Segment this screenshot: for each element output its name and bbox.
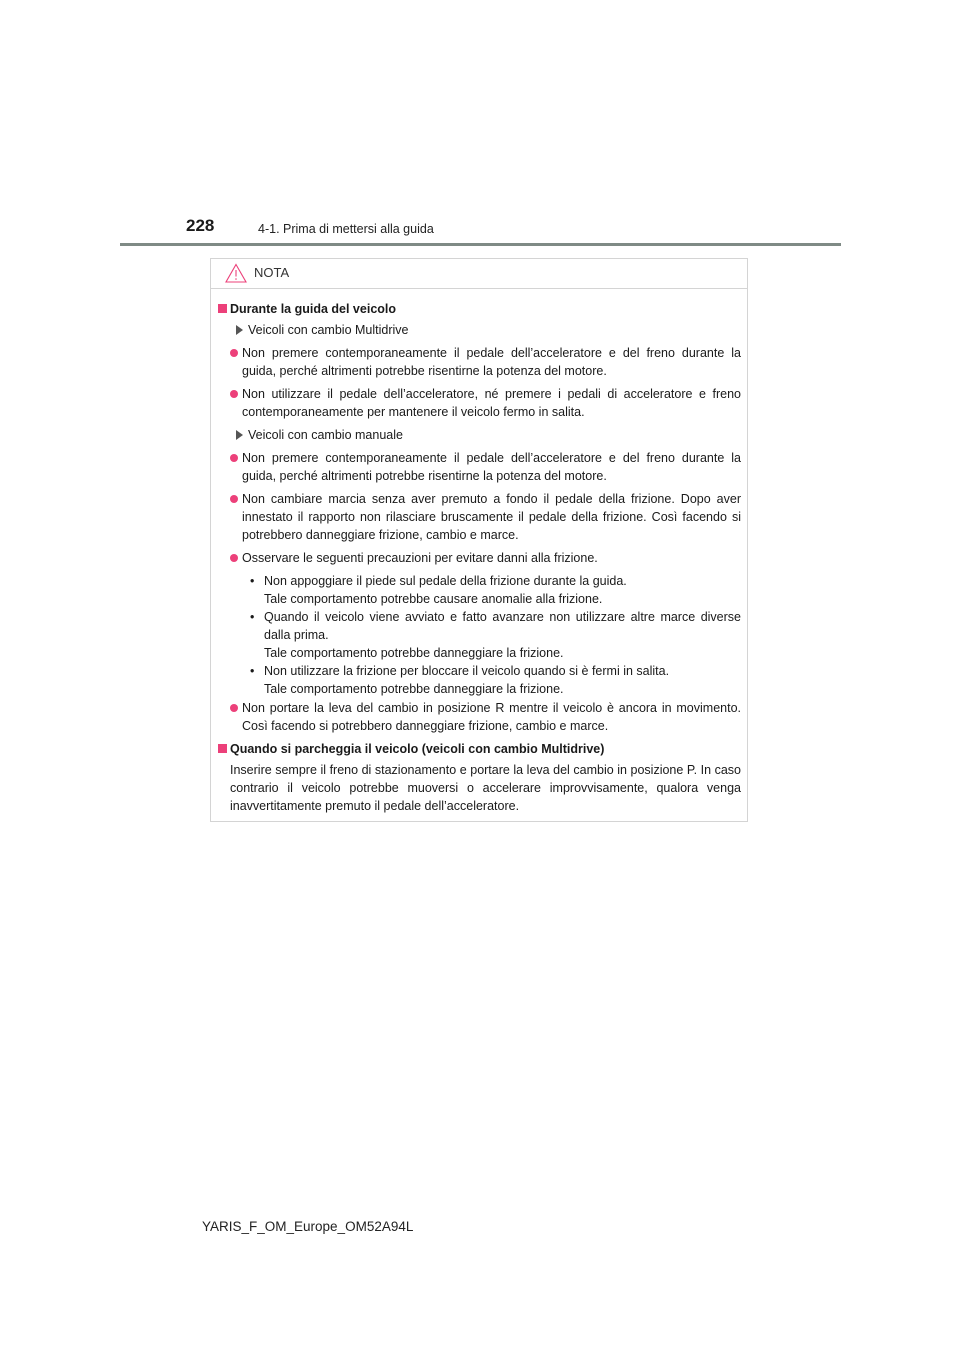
- section-title: 4-1. Prima di mettersi alla guida: [258, 222, 434, 236]
- list-item: Non cambiare marcia senza aver premuto a fondo il pedale della frizione. Dopo aver innestato il rapporto non rilasciare bruscamente il pedale della frizione. Così facendo si potrebbero danneggiare frizione, cambio e marce.: [218, 490, 741, 544]
- square-bullet-icon: [218, 744, 227, 753]
- list-item: Non utilizzare il pedale dell’acceleratore, né premere i pedali di acceleratore e freno contemporaneamente per mantenere il veicolo fermo in salita.: [218, 385, 741, 421]
- footer-doc-code: YARIS_F_OM_Europe_OM52A94L: [202, 1219, 414, 1234]
- list-item: Non portare la leva del cambio in posizione R mentre il veicolo è ancora in movimento. Così facendo si potrebbero danneggiare frizione, cambio e marce.: [218, 699, 741, 735]
- caution-note-box: [210, 258, 748, 822]
- circle-bullet-icon: [230, 454, 238, 462]
- paragraph: Inserire sempre il freno di stazionamento e portare la leva del cambio in posizione P. In caso contrario il veicolo potrebbe muoversi o accelerare improvvisamente, qualora venga inavvertitamente premuto il pedale dell’acceleratore.: [230, 763, 741, 813]
- triangle-arrow-icon: [236, 325, 243, 335]
- dash-item: • Non appoggiare il piede sul pedale della frizione durante la guida. Tale comportamento potrebbe causare anomalie alla frizione.: [250, 574, 627, 606]
- list-item: Non premere contemporaneamente il pedale dell’acceleratore e del freno durante la guida, perché altrimenti potrebbe risentirne la potenza del motore.: [218, 449, 741, 485]
- dash-list: [218, 572, 741, 698]
- header-rule: [120, 243, 841, 246]
- list-item: Non premere contemporaneamente il pedale dell’acceleratore e del freno durante la guida, perché altrimenti potrebbe risentirne la potenza del motore.: [218, 344, 741, 380]
- subheading: Veicoli con cambio Multidrive: [218, 321, 741, 339]
- circle-bullet-icon: [230, 390, 238, 398]
- note-body: [211, 289, 747, 815]
- circle-bullet-icon: [230, 495, 238, 503]
- note-label: NOTA: [254, 265, 290, 280]
- section-heading: Durante la guida del veicolo: [218, 300, 741, 318]
- square-bullet-icon: [218, 304, 227, 313]
- note-header: [211, 259, 747, 289]
- list-item: Osservare le seguenti precauzioni per evitare danni alla frizione.: [218, 549, 741, 567]
- circle-bullet-icon: [230, 704, 238, 712]
- subheading: Veicoli con cambio manuale: [218, 426, 741, 444]
- triangle-arrow-icon: [236, 430, 243, 440]
- circle-bullet-icon: [230, 349, 238, 357]
- warning-triangle-icon: [225, 263, 247, 283]
- section-heading: Quando si parcheggia il veicolo (veicoli con cambio Multidrive): [218, 740, 741, 758]
- circle-bullet-icon: [230, 554, 238, 562]
- page-number: 228: [186, 216, 215, 235]
- dash-item: • Quando il veicolo viene avviato e fatto avanzare non utilizzare altre marce diverse dalla prima. Tale comportamento potrebbe danneggiare la frizione.: [250, 610, 741, 660]
- dash-item: • Non utilizzare la frizione per bloccare il veicolo quando si è fermi in salita. Tale comportamento potrebbe danneggiare la frizione.: [250, 664, 670, 696]
